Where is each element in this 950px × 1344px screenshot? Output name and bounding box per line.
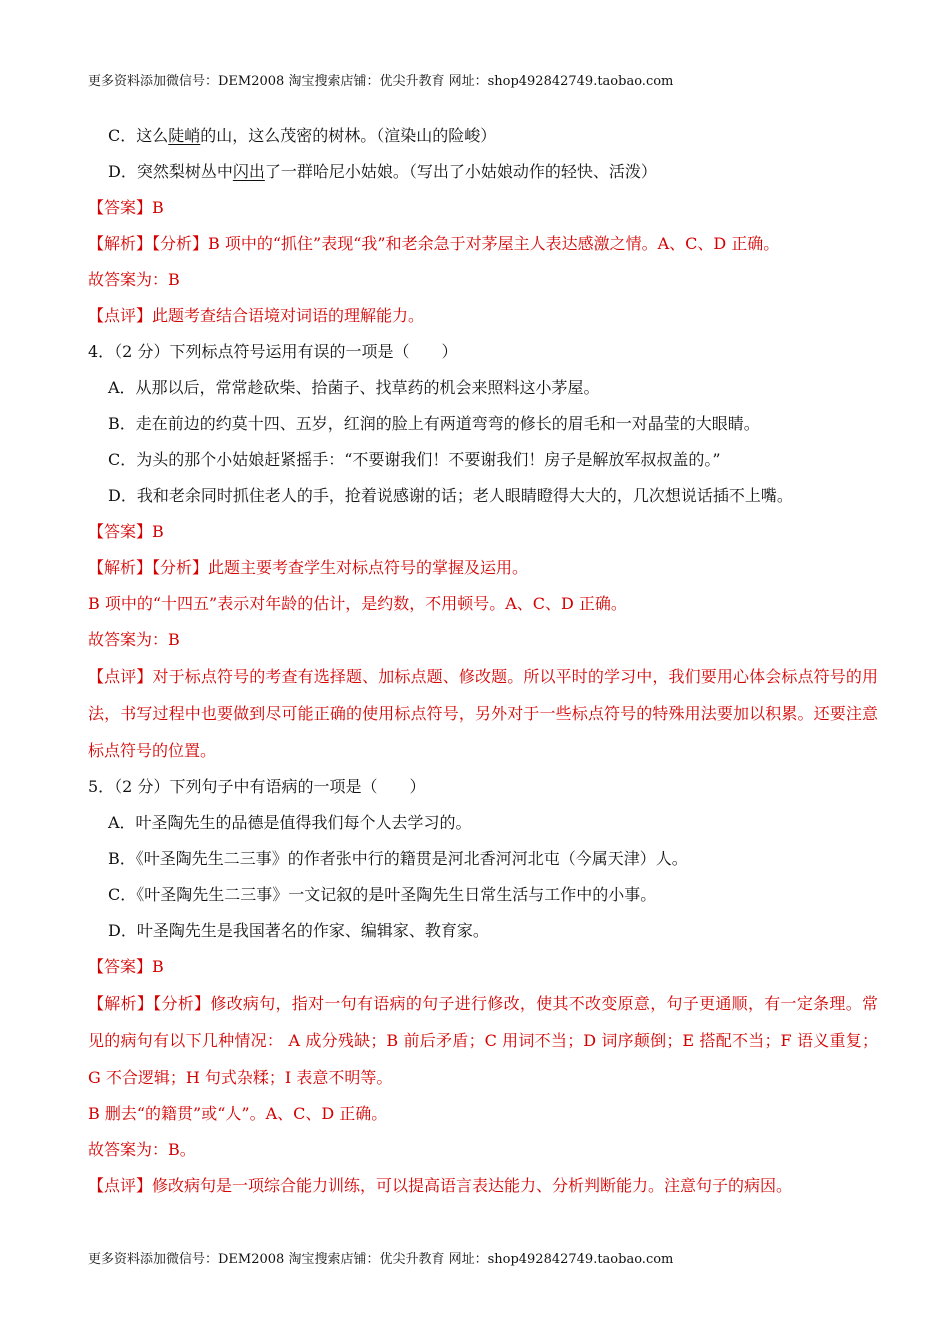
q4-option-a: A．从那以后，常常趁砍柴、拾菌子、找草药的机会来照料这小茅屋。 xyxy=(108,378,600,397)
q5-stem: 5．（2 分）下列句子中有语病的一项是（ ） xyxy=(88,777,426,796)
q4-option-b: B．走在前边的约莫十四、五岁，红润的脸上有两道弯弯的修长的眉毛和一对晶莹的大眼睛。 xyxy=(108,414,760,433)
q4-option-c: C．为头的那个小姑娘赶紧摇手：“不要谢我们！不要谢我们！房子是解放军叔叔盖的。” xyxy=(108,450,721,469)
q5-answer: 【答案】B xyxy=(88,957,164,976)
q4-answer: 【答案】B xyxy=(88,522,164,541)
q5-analysis-detail: B 删去“的籍贯”或“人”。A、C、D 正确。 xyxy=(88,1104,388,1123)
page-header: 更多资料添加微信号：DEM2008 淘宝搜索店铺：优尖升教育 网址：shop492842749.taobao.com xyxy=(88,74,674,89)
q4-analysis-detail: B 项中的“十四五”表示对年龄的估计，是约数，不用顿号。A、C、D 正确。 xyxy=(88,594,627,613)
content-body xyxy=(88,118,878,1204)
q4-conclusion: 故答案为：B xyxy=(88,630,180,649)
q5-analysis: 【解析】【分析】修改病句，指对一句有语病的句子进行修改，使其不改变原意，句子更通顺，有一定条理。常见的病句有以下几种情况： A 成分残缺；B 前后矛盾；C 用词不当；D 词序颠倒；E 搭配不当；F 语义重复；G 不合逻辑；H 句式杂糅；I 表意不明等。 xyxy=(88,994,878,1087)
q3-option-c-underlined-word: 陡峭 xyxy=(168,126,201,145)
q5-option-c: C．《叶圣陶先生二三事》一文记叙的是叶圣陶先生日常生活与工作中的小事。 xyxy=(108,885,657,904)
q4-stem: 4．（2 分）下列标点符号运用有误的一项是（ ） xyxy=(88,342,458,361)
q3-option-d: D．突然梨树丛中闪出了一群哈尼小姑娘。（写出了小姑娘动作的轻快、活泼） xyxy=(108,162,657,181)
q3-answer: 【答案】B xyxy=(88,198,164,217)
q3-comment: 【点评】此题考查结合语境对词语的理解能力。 xyxy=(88,306,425,325)
q3-analysis: 【解析】【分析】B 项中的“抓住”表现“我”和老余急于对茅屋主人表达感激之情。A、C、D 正确。 xyxy=(88,234,780,253)
q3-option-d-underlined-word: 闪出 xyxy=(232,162,265,181)
q4-comment: 【点评】对于标点符号的考查有选择题、加标点题、修改题。所以平时的学习中，我们要用心体会标点符号的用法，书写过程中也要做到尽可能正确的使用标点符号，另外对于一些标点符号的特殊用法要加以积累。还要注意标点符号的位置。 xyxy=(88,667,878,760)
q5-option-a: A．叶圣陶先生的品德是值得我们每个人去学习的。 xyxy=(108,813,472,832)
q3-option-c: C．这么陡峭的山，这么茂密的树林。（渲染山的险峻） xyxy=(108,126,497,145)
q5-conclusion: 故答案为：B。 xyxy=(88,1140,196,1159)
q5-option-b: B．《叶圣陶先生二三事》的作者张中行的籍贯是河北香河河北屯（今属天津）人。 xyxy=(108,849,688,868)
q3-conclusion: 故答案为：B xyxy=(88,270,180,289)
page-footer: 更多资料添加微信号：DEM2008 淘宝搜索店铺：优尖升教育 网址：shop492842749.taobao.com xyxy=(88,1252,674,1267)
q4-option-d: D．我和老余同时抓住老人的手，抢着说感谢的话；老人眼睛瞪得大大的，几次想说话插不上嘴。 xyxy=(108,486,793,505)
q4-analysis: 【解析】【分析】此题主要考查学生对标点符号的掌握及运用。 xyxy=(88,558,529,577)
q5-comment: 【点评】修改病句是一项综合能力训练，可以提高语言表达能力、分析判断能力。注意句子的病因。 xyxy=(88,1176,793,1195)
q5-option-d: D．叶圣陶先生是我国著名的作家、编辑家、教育家。 xyxy=(108,921,489,940)
